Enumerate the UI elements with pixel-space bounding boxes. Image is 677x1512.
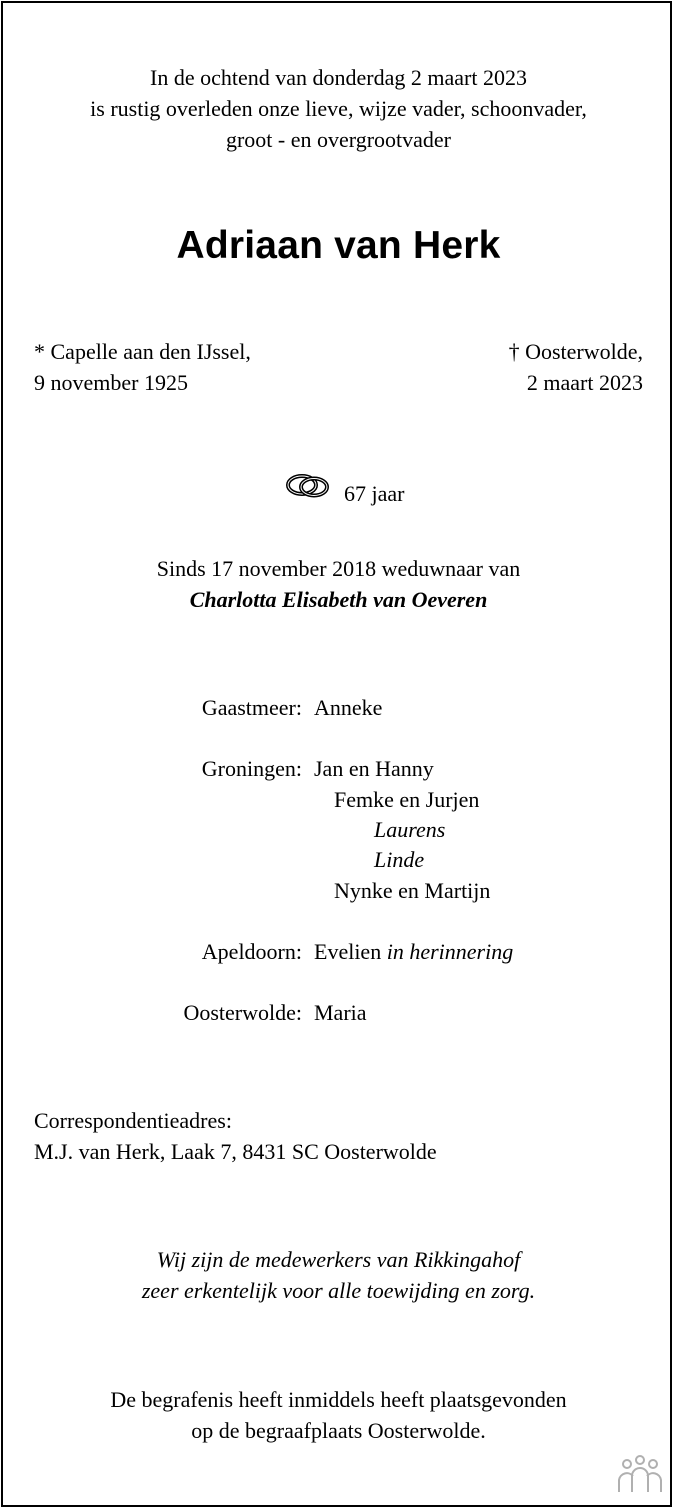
death-date: 2 maart 2023	[526, 370, 643, 395]
intro-line-3: groot - en overgrootvader	[225, 127, 452, 152]
intro-line-2: is rustig overleden onze lieve, wijze vader, schoonvader,	[90, 96, 587, 121]
widower-line: Sinds 17 november 2018 weduwnaar van	[156, 556, 521, 581]
people-logo-icon	[617, 1454, 663, 1494]
family-name-nynke-martijn: Nynke en Martijn	[334, 878, 491, 903]
intro-text	[0, 62, 677, 155]
thanks-line-1: Wij zijn de medewerkers van Rikkingahof	[156, 1247, 521, 1272]
birth-date: 9 november 1925	[34, 370, 188, 395]
family-name-linde: Linde	[374, 847, 425, 872]
family-name-femke-jurjen: Femke en Jurjen	[334, 787, 480, 812]
burial-text	[0, 1384, 677, 1446]
wedding-rings-icon	[285, 470, 331, 500]
burial-line-2: op de begraafplaats Oosterwolde.	[191, 1418, 486, 1443]
family-label-groningen: Groningen:	[201, 756, 302, 781]
family-label-apeldoorn: Apeldoorn:	[201, 939, 302, 964]
family-name-maria: Maria	[314, 1000, 367, 1025]
death-place: † Oosterwolde,	[508, 339, 643, 364]
thanks-text	[0, 1244, 677, 1306]
deceased-name: Adriaan van Herk	[176, 224, 501, 267]
family-label-gaastmeer: Gaastmeer:	[201, 695, 302, 720]
spouse-name: Charlotta Elisabeth van Oeveren	[189, 587, 488, 612]
family-name-anneke: Anneke	[314, 695, 383, 720]
family-name-laurens: Laurens	[374, 817, 446, 842]
family-name-evelien	[314, 936, 513, 967]
correspondence-address: M.J. van Herk, Laak 7, 8431 SC Oosterwolde	[34, 1139, 437, 1164]
family-name-jan-hanny: Jan en Hanny	[314, 756, 434, 781]
birth-place: * Capelle aan den IJssel,	[34, 339, 251, 364]
thanks-line-2: zeer erkentelijk voor alle toewijding en zorg.	[141, 1278, 536, 1303]
intro-line-1: In de ochtend van donderdag 2 maart 2023	[150, 65, 527, 90]
family-name-evelien-text: Evelien	[314, 939, 382, 964]
marriage-years: 67 jaar	[344, 481, 405, 506]
correspondence-label: Correspondentieadres:	[34, 1108, 232, 1133]
family-note-in-herinnering: in herinnering	[386, 939, 514, 964]
burial-line-1: De begrafenis heeft inmiddels heeft plaatsgevonden	[110, 1387, 567, 1412]
family-label-oosterwolde: Oosterwolde:	[183, 1000, 302, 1025]
